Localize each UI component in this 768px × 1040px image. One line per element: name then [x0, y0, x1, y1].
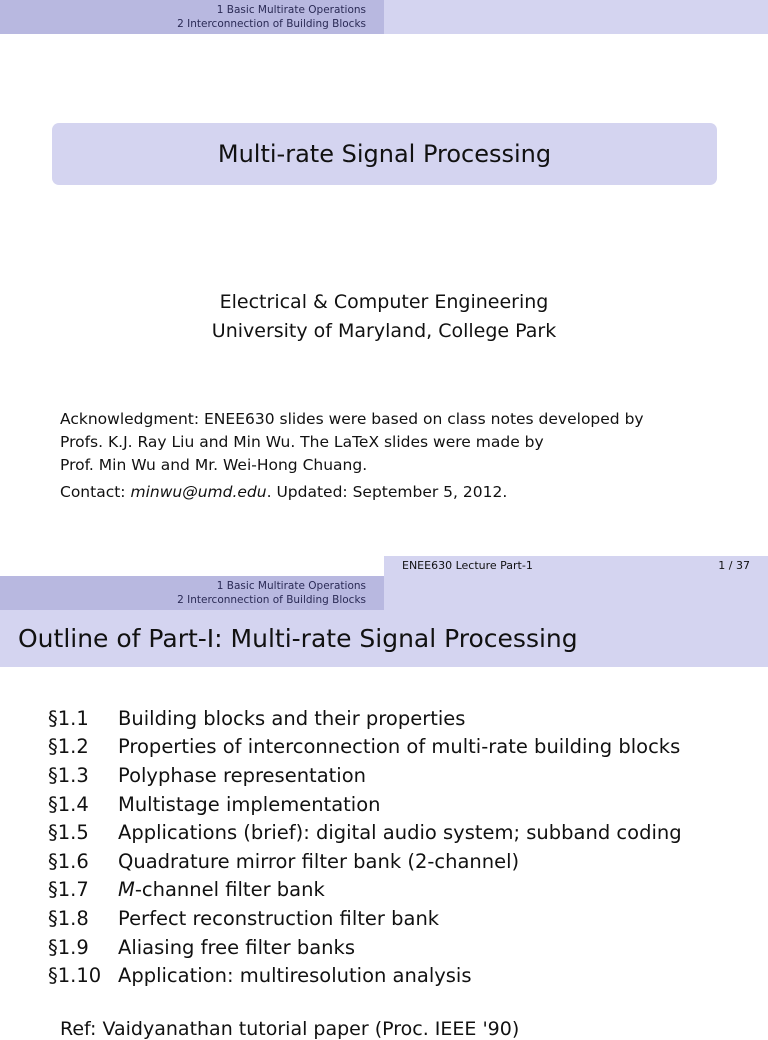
outline-item [48, 733, 682, 762]
outline-number-value: 1.9 [57, 935, 89, 959]
footer-page-number: 1 / 37 [718, 559, 750, 572]
slide-footer [384, 556, 768, 576]
nav-section-2[interactable]: 2 Interconnection of Building Blocks [177, 594, 366, 606]
outline-text: Polyphase representation [118, 763, 367, 787]
header-bar-right [384, 576, 768, 610]
section-navigation [0, 0, 384, 34]
presentation-title: Multi-rate Signal Processing [52, 123, 717, 185]
outline-item [48, 704, 682, 733]
section-sign: § [48, 878, 58, 902]
outline-text: Aliasing free filter banks [118, 935, 355, 959]
outline-number [48, 707, 118, 730]
outline-number-value: 1.3 [57, 763, 89, 787]
outline-item [48, 847, 682, 876]
outline-text: Perfect reconstruction filter bank [118, 906, 440, 930]
outline-number-value: 1.1 [57, 706, 89, 730]
outline-number [48, 735, 118, 758]
outline-number-value: 1.6 [57, 849, 89, 873]
outline-text-variable: M [118, 878, 135, 902]
outline-text: Applications (brief): digital audio system; subband coding [118, 821, 682, 845]
outline-number [48, 878, 118, 901]
outline-item [48, 790, 682, 819]
nav-section-1[interactable]: 1 Basic Multirate Operations [216, 4, 366, 16]
section-sign: § [48, 792, 58, 816]
outline-number [48, 764, 118, 787]
section-sign: § [48, 906, 58, 930]
outline-number-value: 1.7 [57, 878, 89, 902]
contact-label: Contact: [60, 483, 126, 501]
ack-line-3: Prof. Min Wu and Mr. Wei-Hong Chuang. [60, 456, 368, 474]
outline-item [48, 818, 682, 847]
outline-text [118, 878, 325, 901]
outline-number [48, 850, 118, 873]
reference-note: Ref: Vaidyanathan tutorial paper (Proc. IEEE '90) [60, 1018, 520, 1040]
outline-item [48, 876, 682, 905]
outline-slide [0, 556, 768, 1040]
section-sign: § [48, 706, 58, 730]
contact-info [60, 483, 507, 501]
section-sign: § [48, 935, 58, 959]
institute-department: Electrical & Computer Engineering [219, 291, 549, 313]
outline-number-value: 1.4 [57, 792, 89, 816]
outline-text: Properties of interconnection of multi-rate building blocks [118, 735, 681, 759]
outline-text: Multistage implementation [118, 792, 381, 816]
outline-text: Building blocks and their properties [118, 706, 466, 730]
outline-list [48, 704, 682, 990]
outline-number [48, 936, 118, 959]
outline-number-value: 1.5 [57, 821, 89, 845]
outline-item [48, 904, 682, 933]
section-sign: § [48, 821, 58, 845]
section-sign: § [48, 849, 58, 873]
contact-updated: . Updated: September 5, 2012. [266, 483, 508, 501]
outline-number [48, 793, 118, 816]
outline-item [48, 933, 682, 962]
outline-number [48, 907, 118, 930]
outline-item [48, 761, 682, 790]
frame-title: Outline of Part-I: Multi-rate Signal Processing [0, 610, 768, 667]
outline-number-value: 1.10 [57, 964, 102, 988]
institute [0, 288, 768, 346]
outline-item [48, 961, 682, 990]
section-sign: § [48, 964, 58, 988]
outline-text-rest: -channel filter bank [134, 878, 325, 902]
ack-line-1: Acknowledgment: ENEE630 slides were based on class notes developed by [60, 410, 644, 428]
nav-section-1[interactable]: 1 Basic Multirate Operations [216, 580, 366, 592]
institute-university: University of Maryland, College Park [211, 320, 557, 342]
section-navigation [0, 576, 384, 610]
section-sign: § [48, 735, 58, 759]
footer-blank [0, 556, 384, 576]
footer-lecture-title: ENEE630 Lecture Part-1 [402, 559, 533, 572]
ack-line-2: Profs. K.J. Ray Liu and Min Wu. The LaTeX slides were made by [60, 433, 544, 451]
acknowledgment [60, 408, 740, 477]
outline-text: Application: multiresolution analysis [118, 964, 472, 988]
outline-number [48, 821, 118, 844]
section-sign: § [48, 763, 58, 787]
outline-number-value: 1.8 [57, 906, 89, 930]
outline-number [48, 964, 118, 987]
contact-email[interactable]: minwu@umd.edu [130, 483, 267, 501]
header-bar-right [384, 0, 768, 34]
outline-text: Quadrature mirror filter bank (2-channel) [118, 849, 520, 873]
nav-section-2[interactable]: 2 Interconnection of Building Blocks [177, 18, 366, 30]
outline-number-value: 1.2 [57, 735, 89, 759]
